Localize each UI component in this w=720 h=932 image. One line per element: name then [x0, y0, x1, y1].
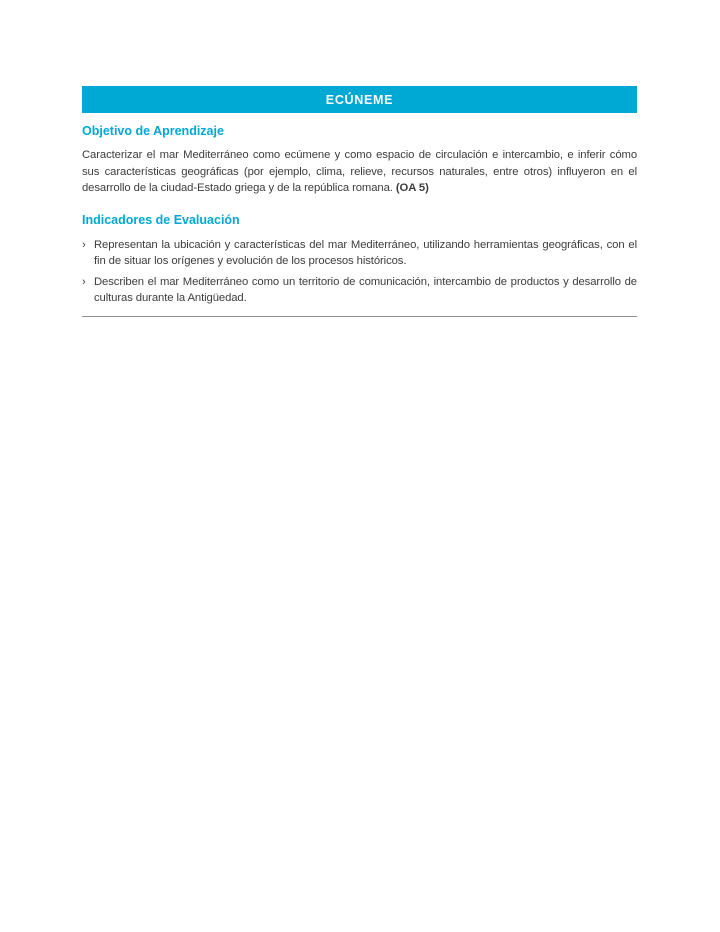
list-item [82, 274, 637, 307]
heading-objetivo-de-aprendizaje: Objetivo de Aprendizaje [82, 124, 224, 138]
banner-title: ECÚNEME [325, 92, 394, 107]
list-item [82, 237, 637, 270]
bullet-icon: › [82, 275, 86, 288]
heading-indicadores-de-evaluacion: Indicadores de Evaluación [82, 212, 240, 227]
section-banner [82, 86, 637, 113]
document-page [82, 86, 637, 317]
objetivo-body-text: Caracterizar el mar Mediterráneo como ecúmene y como espacio de circulación e intercambio, e inferir cómo sus características geográficas (por ejemplo, clima, relieve, recursos naturales, entre otros) influyeron en el desarrollo de la ciudad-Estado griega y de la república romana. [82, 149, 637, 194]
indicadores-list [82, 237, 637, 307]
divider [82, 316, 637, 317]
bullet-icon: › [82, 238, 86, 251]
oa-code: (OA 5) [395, 182, 429, 194]
indicador-text: Describen el mar Mediterráneo como un territorio de comunicación, intercambio de productos y desarrollo de culturas durante la Antigüedad. [94, 275, 637, 304]
objetivo-paragraph [82, 147, 637, 197]
indicador-text: Representan la ubicación y características del mar Mediterráneo, utilizando herramientas geográficas, con el fin de situar los orígenes y evolución de los procesos históricos. [94, 238, 637, 267]
